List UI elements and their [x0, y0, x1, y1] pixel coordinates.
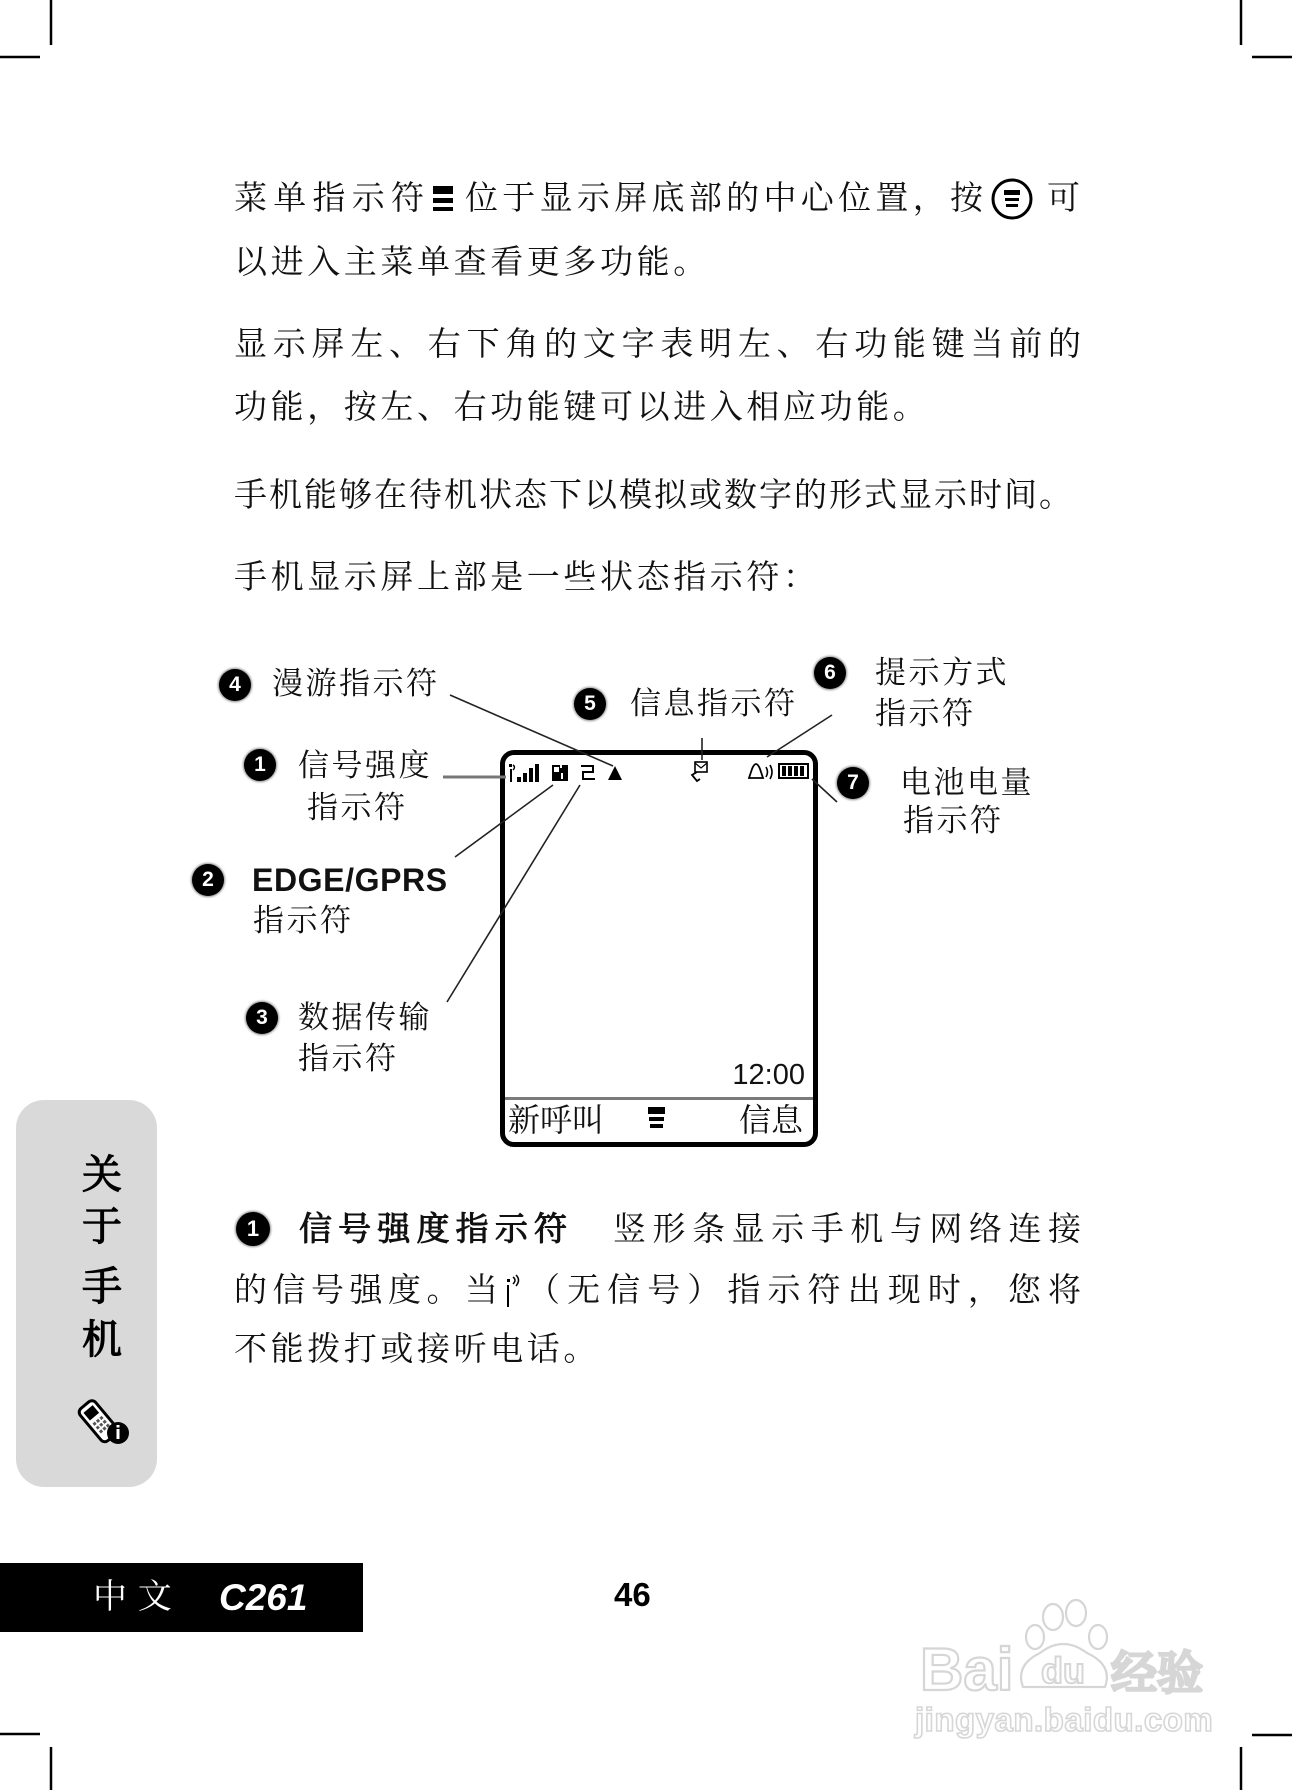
chapter-side-tab: [16, 1100, 157, 1487]
side-tab-char: 关: [82, 1151, 122, 1198]
callout-label-roaming: 漫游指示符: [272, 666, 440, 702]
data-transfer-icon: [580, 762, 596, 782]
page-number: 46: [614, 1576, 651, 1613]
callout-label-alert-style: 提示方式: [875, 655, 1009, 691]
intro-p2-line2: 功能，按左、右功能键可以进入相应功能。: [234, 387, 930, 426]
watermark-brand-cn: 经验: [1111, 1646, 1203, 1700]
callout-label-signal-strength-line2: 指示符: [307, 790, 408, 826]
roaming-icon: [607, 762, 623, 782]
intro-p2-line1: 显示屏左、右下角的文字表明左、右功能键当前的: [234, 324, 1081, 363]
side-tab-char: 于: [82, 1203, 122, 1250]
callout-label-edge-gprs-line2: 指示符: [253, 903, 354, 939]
battery-icon: [778, 763, 809, 779]
intro-p3: 手机能够在待机状态下以模拟或数字的形式显示时间。: [234, 475, 1072, 514]
intro-p4: 手机显示屏上部是一些状态指示符：: [234, 557, 820, 596]
callout-badge-5: 5: [574, 688, 606, 720]
callout-label-edge-gprs: EDGE/GPRS: [252, 862, 448, 898]
side-tab-char: 机: [82, 1316, 122, 1363]
callout-label-battery: 电池电量: [900, 765, 1034, 801]
baidu-jingyan-watermark: [905, 1595, 1225, 1740]
menu-key-icon: [990, 177, 1034, 221]
callout-badge-7: 7: [837, 767, 869, 799]
phone-screen: [500, 750, 818, 1147]
callout-label-data-transfer: 数据传输: [298, 1000, 432, 1036]
standby-clock: 12:00: [732, 1059, 805, 1091]
callout-label-battery-line2: 指示符: [903, 803, 1004, 839]
watermark-brand-b: du: [1041, 1650, 1085, 1691]
section-line1: 竖形条显示手机与网络连接: [613, 1209, 1081, 1248]
signal-strength-icon: [508, 762, 542, 782]
phone-info-icon: [75, 1398, 133, 1446]
callout-badge-2: 2: [192, 864, 224, 896]
softkey-separator: [505, 1097, 813, 1100]
callout-label-signal-strength: 信号强度: [298, 748, 432, 784]
message-icon: [690, 760, 709, 783]
section-line3: 不能拨打或接听电话。: [234, 1329, 600, 1368]
intro-p1-line1-part3: 可: [1047, 178, 1080, 217]
section-line2-part2: （无信号）指示符出现时，您将: [527, 1270, 1081, 1309]
intro-p1-line1-part2: 位于显示屏底部的中心位置，按: [465, 178, 983, 217]
callout-badge-1: 1: [244, 749, 276, 781]
side-tab-char: 手: [82, 1263, 122, 1310]
left-softkey-label: 新呼叫: [508, 1101, 605, 1139]
menu-indicator-icon: [433, 186, 453, 214]
section-title: 信号强度指示符: [299, 1209, 567, 1248]
watermark-url: jingyan.baidu.com: [915, 1701, 1214, 1738]
callout-badge-4: 4: [219, 669, 251, 701]
callout-label-data-transfer-line2: 指示符: [298, 1041, 399, 1077]
footer-language-bar: [0, 1563, 363, 1632]
section-line2-part1: 的信号强度。当: [234, 1270, 498, 1309]
footer-language: 中 文: [93, 1577, 172, 1617]
no-signal-icon: [504, 1274, 522, 1308]
intro-p1-line2: 以进入主菜单查看更多功能。: [234, 242, 710, 281]
watermark-brand-a: Bai: [920, 1636, 1014, 1703]
footer-model: C261: [219, 1577, 308, 1618]
right-softkey-label: 信息: [738, 1101, 803, 1139]
section-badge-1: 1: [236, 1212, 270, 1246]
intro-p1-line1-part1: 菜单指示符: [234, 178, 424, 217]
callout-badge-6: 6: [814, 657, 846, 689]
ring-alert-icon: [747, 762, 777, 782]
menu-indicator-icon: [648, 1107, 665, 1132]
callout-label-message: 信息指示符: [630, 686, 798, 722]
callout-label-alert-style-line2: 指示符: [875, 696, 976, 732]
edge-gprs-icon: [552, 762, 568, 782]
callout-badge-3: 3: [246, 1002, 278, 1034]
